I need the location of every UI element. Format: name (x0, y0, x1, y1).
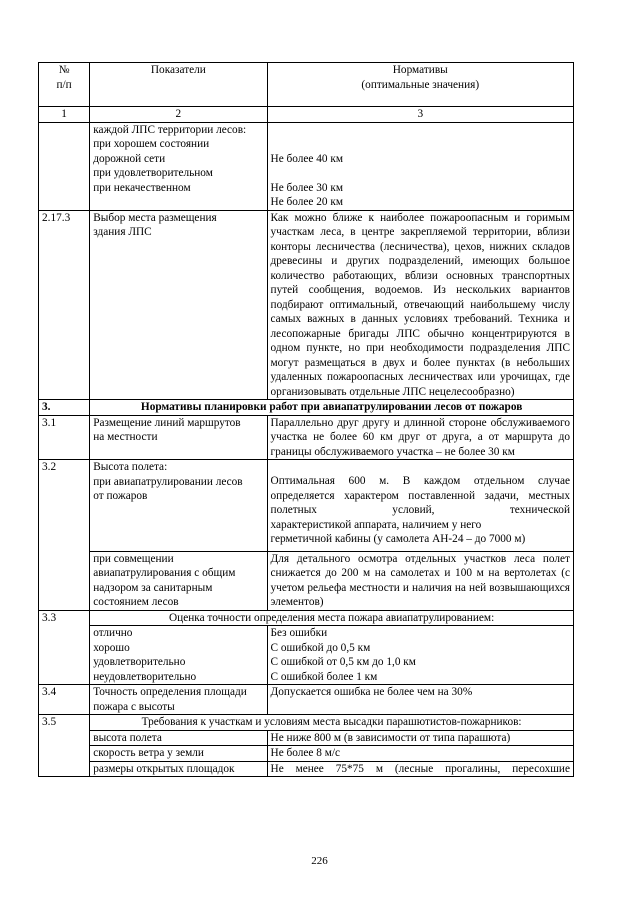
table-row (39, 761, 574, 777)
row-indicator: Точность определения площади пожара с высоты (90, 685, 267, 715)
section-title: Нормативы планировки работ при авиапатрулировании лесов от пожаров (90, 400, 574, 416)
row-indicator: размеры открытых площадок (90, 761, 267, 777)
table-row (39, 551, 574, 610)
row-num: 3.1 (39, 415, 90, 460)
table-header-row (39, 63, 574, 107)
row-norm: Не более 40 км Не более 30 км Не более 20 км (267, 122, 573, 210)
table-row (39, 460, 574, 552)
row-norm: Оптимальная 600 м. В каждом отдельном случае определяется характером поставленной задачи, местных полетных условий, технической характеристикой аппарата, наличием у него герметичной кабины (у самолета АН-24 – до 7000 м) (267, 460, 573, 552)
table-row (39, 746, 574, 762)
section-heading-row (39, 400, 574, 416)
table-row (39, 685, 574, 715)
col-number-1: 1 (39, 107, 90, 123)
row-indicator: Размещение линий маршрутов на местности (90, 415, 267, 460)
table-row (39, 730, 574, 746)
row-indicator: каждой ЛПС территории лесов: при хорошем состоянии дорожной сети при удовлетворительном при некачественном (90, 122, 267, 210)
row-norm: Допускается ошибка не более чем на 30% (267, 685, 573, 715)
row-num: 3.4 (39, 685, 90, 715)
subsection-title: Оценка точности определения места пожара авиапатрулированием: (90, 610, 574, 626)
table-row (39, 626, 574, 685)
norms-table (38, 62, 574, 777)
subsection-heading-row (39, 715, 574, 731)
table-row (39, 122, 574, 210)
row-num: 3.5 (39, 715, 90, 777)
row-indicator: скорость ветра у земли (90, 746, 267, 762)
row-norm: Не более 8 м/с (267, 746, 573, 762)
row-indicator: высота полета (90, 730, 267, 746)
document-page (38, 62, 574, 777)
row-indicator: Высота полета: при авиапатрулировании лесов от пожаров (90, 460, 267, 552)
subsection-title: Требования к участкам и условиям места высадки парашютистов-пожарников: (90, 715, 574, 731)
row-num: 2.17.3 (39, 210, 90, 400)
row-indicator: Выбор места размещения здания ЛПС (90, 210, 267, 400)
row-indicator: при совмещении авиапатрулирования с общим надзором за санитарным состоянием лесов (90, 551, 267, 610)
row-num: 3.3 (39, 610, 90, 685)
table-row (39, 415, 574, 460)
table-row (39, 210, 574, 400)
row-num: 3.2 (39, 460, 90, 611)
header-norms: Нормативы (оптимальные значения) (267, 63, 573, 107)
row-norm: Не ниже 800 м (в зависимости от типа парашюта) (267, 730, 573, 746)
row-norm: Как можно ближе к наиболее пожароопасным и горимым участкам леса, в центре закрепляемой территории, вблизи конторы лесничества (лесничества), цехов, нижних складов древесины и других подразделений, имеющих большое количество работающих, вблизи основных транспортных путей сообщения, водоемов. Из нескольких вариантов подбирают оптимальный, отвечающий наибольшему числу самых важных в данных условиях требований. Техника и лесопожарные бригады ЛПС обычно концентрируются в одном пункте, но при необходимости подразделения ЛПС могут размещаться в двух и более пунктах (в небольших удаленных пожароопасных лесничествах или урочищах, где организовывать отдельные ЛПС нецелесообразно) (267, 210, 573, 400)
row-norm: Параллельно друг другу и длинной стороне обслуживаемого участка не более 60 км друг от друга, а от маршрута до границы обслуживаемого участка – не более 30 км (267, 415, 573, 460)
page-number: 226 (311, 855, 328, 867)
section-num: 3. (39, 400, 90, 416)
col-number-2: 2 (90, 107, 267, 123)
column-number-row (39, 107, 574, 123)
header-indicators: Показатели (90, 63, 267, 107)
row-norm: Без ошибки С ошибкой до 0,5 км С ошибкой от 0,5 км до 1,0 км С ошибкой более 1 км (267, 626, 573, 685)
row-norm: Не менее 75*75 м (лесные прогалины, пересохшие (267, 761, 573, 777)
row-num (39, 122, 90, 210)
row-norm: Для детального осмотра отдельных участков леса полет снижается до 200 м на самолетах и 100 м на вертолетах (с учетом рельефа местности и наличия на ней возвышающихся элементов) (267, 551, 573, 610)
subsection-heading-row (39, 610, 574, 626)
row-indicator: отлично хорошо удовлетворительно неудовлетворительно (90, 626, 267, 685)
header-num: № п/п (39, 63, 90, 107)
col-number-3: 3 (267, 107, 573, 123)
